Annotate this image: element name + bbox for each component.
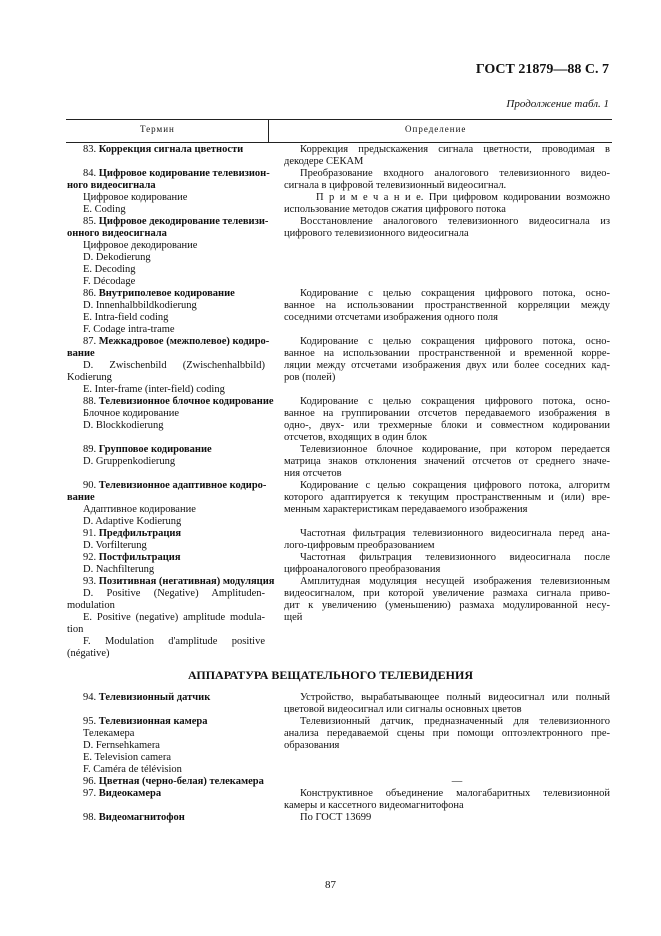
term-84: 84. Цифровое кодирование телевизион- (83, 168, 270, 179)
table-top-rule (66, 119, 612, 120)
term-87: 87. Межкадровое (межполевое) кодиро- (83, 336, 270, 347)
terms-block-2: 94. Телевизионный датчик 95. Телевизионная камера Телекамера D. Fernsehkamera E. Television camera F. Caméra de télévision 96. Цветная (черно-белая) телекамера 97. Видеокамера 98. Видеомагнитофон (67, 692, 265, 824)
term-88: 88. Телевизионное блочное кодирование (83, 396, 274, 407)
term-93: 93. Позитивная (негативная) модуляция (83, 576, 275, 587)
term-92: 92. Постфильтрация (83, 552, 181, 563)
term-90: 90. Телевизионное адаптивное кодиро- (83, 480, 267, 491)
term-83: 83. Коррекция сигнала цветности (83, 144, 244, 155)
definitions-block-1: Коррекция предыскажения сигнала цветности, проводимая в декодере СЕКАМ Преобразование входного аналогового телевизионного видео- сигнала в цифровой телевизионный видеосигнал. П р и м е ч а н и е. При цифровом кодировании возможно использование методов сжатия цифрового потока Восстановление аналогового телевизионного видеосигнала из цифрового телевизионного видеосигнала Кодирование с целью сокращения цифрового потока, осно- ванное на использовании пространственной корреляции между соседними отсчетами изображения одного поля Кодирование с целью сокращения цифрового потока, осно- ванное на использовании пространственной и временной корре- ляции между отсчетами изображения двух или более соседних кад- ров (полей) Кодирование с целью сокращения цифрового потока, осно- ванное на группировании отсчетов передаваемого изображения в одно-, двух- или трехмерные блоки и совместном кодировании отсчетов, входящих в один блок Телевизионное блочное кодирование, при котором передается матрица знаков отклонения значений отсчетов от среднего значе- ния отсчетов Кодирование с целью сокращения цифрового потока, алгоритм которого адаптируется к текущим пространственным и (или) вре- менным характеристикам передаваемого изображения Частотная фильтрация телевизионного видеосигнала перед ана- лого-цифровым преобразованием Частотная фильтрация телевизионного видеосигнала после цифроаналогового преобразования Амплитудная модуляция несущей изображения телевизионным видеосигналом, при которой увеличение размаха сигнала приво- дит к увеличению (уменьшению) размаха модулированной несу- щей (284, 144, 610, 623)
term-86: 86. Внутриполевое кодирование (83, 288, 235, 299)
section-title: АППАРАТУРА ВЕЩАТЕЛЬНОГО ТЕЛЕВИДЕНИЯ (188, 668, 473, 682)
term-95: 95. Телевизионная камера (83, 716, 208, 727)
table-continuation-note: Продолжение табл. 1 (506, 98, 609, 110)
table-header-rule (66, 142, 612, 143)
term-96: 96. Цветная (черно-белая) телекамера (83, 776, 264, 787)
document-header: ГОСТ 21879—88 С. 7 (475, 62, 609, 77)
term-91: 91. Предфильтрация (83, 528, 182, 539)
term-94: 94. Телевизионный датчик (83, 692, 211, 703)
column-divider (268, 119, 269, 142)
term-98: 98. Видеомагнитофон (83, 812, 185, 823)
terms-block-1: 83. Коррекция сигнала цветности 84. Цифровое кодирование телевизион- ного видеосигнала Цифровое кодирование E. Coding 85. Цифровое декодирование телевизи- онного видеосигнала Цифровое декодирование D. Dekodierung E. Decoding F. Décodage 86. Внутриполевое кодирование D. Innenhalbbildkodierung E. Intra-field coding F. Codage intra-trame 87. Межкадровое (межполевое) кодиро- вание D. Zwischenbild (Zwischenhalbbild) Kodierung E. Inter-frame (inter-field) coding 88. Телевизионное блочное кодирование Блочное кодирование D. Blockkodierung 89. Групповое кодирование D. Gruppenkodierung 90. Телевизионное адаптивное кодиро- вание Адаптивное кодирование D. Adaptive Kodierung 91. Предфильтрация D. Vorfilterung 92. Постфильтрация D. Nachfilterung 93. Позитивная (негативная) модуляция D. Positive (Negative) Amplituden- modulation E. Positive (negative) amplitude modula- tion F. Modulation d'amplitude positive (négative) (67, 144, 275, 659)
term-89: 89. Групповое кодирование (83, 444, 212, 455)
column-header-definition: Определение (405, 124, 467, 134)
page-number: 87 (325, 879, 336, 891)
definitions-block-2: Устройство, вырабатывающее полный видеосигнал или полный цветовой видеосигнал или сигналы основных цветов Телевизионный датчик, предназначенный для телевизионного анализа передаваемой сцены при помощи оптоэлектронного пре- образования — Конструктивное объединение малогабаритных телевизионной камеры и кассетного видеомагнитофона По ГОСТ 13699 (284, 692, 610, 823)
column-header-term: Термин (140, 124, 175, 134)
term-97: 97. Видеокамера (83, 788, 162, 799)
term-85: 85. Цифровое декодирование телевизи- (83, 216, 269, 227)
